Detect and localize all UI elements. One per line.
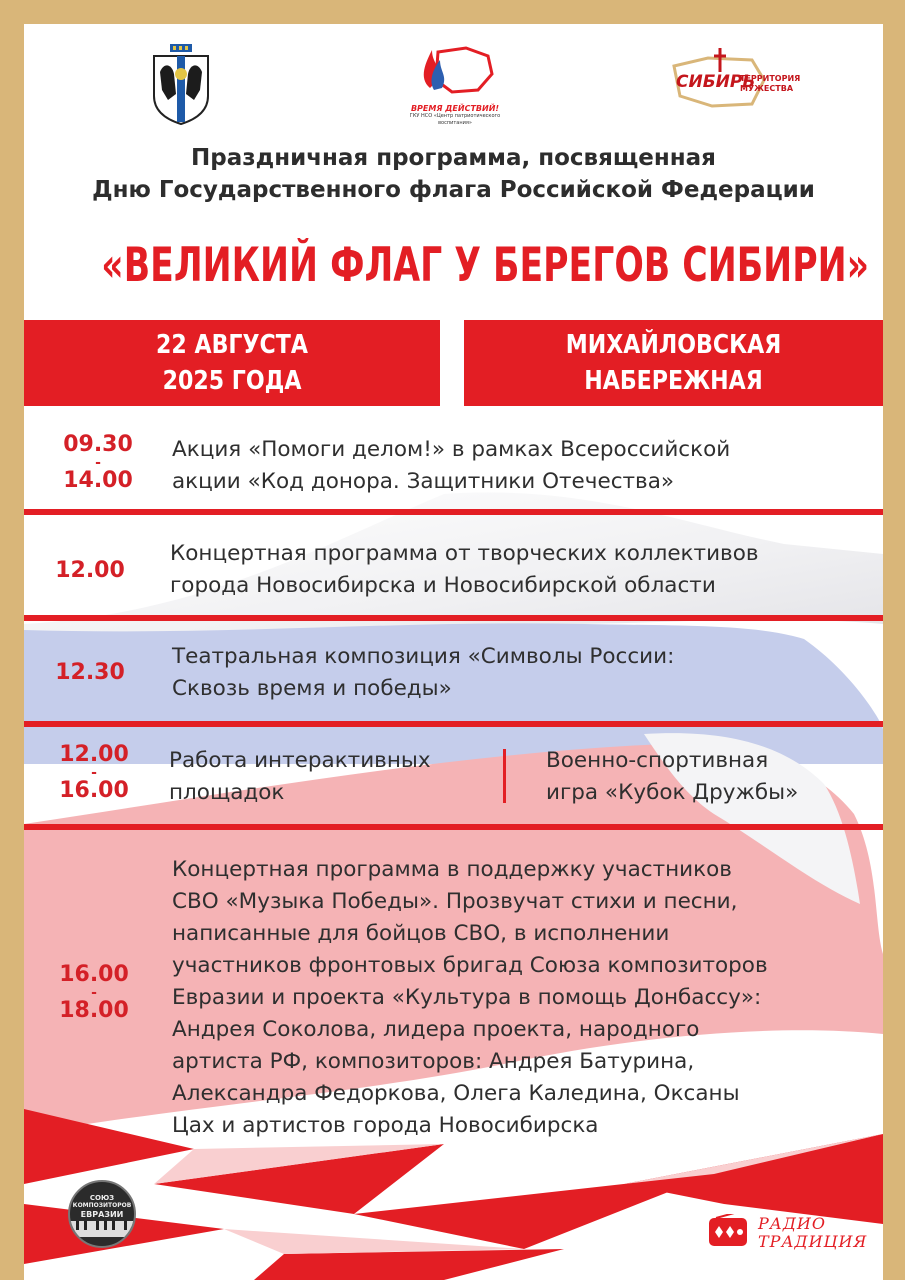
desc-line: Евразии и проекта «Культура в помощь Донбассу»: [172,985,762,1010]
time-separator: - [91,985,97,1001]
desc-line: Акция «Помоги делом!» в рамках Всероссийской [172,437,731,462]
time-end: 18.00 [59,998,129,1023]
desc-line: Военно-спортивная [546,748,769,773]
subtitle-line-2: Дню Государственного флага Российской Федерации [92,177,815,203]
desc-line: города Новосибирска и Новосибирской области [170,573,716,598]
time-end: 16.00 [59,778,129,803]
time-single: 12.00 [55,558,125,583]
schedule-item-4-right-desc [546,745,798,809]
divider [24,824,883,830]
logo-center-caption: ГКУ НСО «Центр патриотического воспитания» [409,113,501,126]
desc-line: написанные для бойцов СВО, в исполнении [172,921,670,946]
time-separator: - [95,455,101,471]
radio-icon [708,1214,748,1248]
desc-line: артиста РФ, композиторов: Андрея Батурина, [172,1049,695,1074]
flame-map-icon [408,40,502,100]
page-title: «ВЕЛИКИЙ ФЛАГ У БЕРЕГОВ СИБИРИ» [101,238,870,293]
logo-right-tagline-2: МУЖЕСТВА [740,84,794,93]
desc-line: Александра Федоркова, Олега Каледина, Оксаны [172,1081,740,1106]
poster-content [24,24,883,1280]
desc-line: СВО «Музыка Победы». Прозвучат стихи и песни, [172,889,738,914]
column-separator [503,749,506,803]
desc-line: Сквозь время и победы» [172,676,452,701]
schedule-item-1-desc [172,434,730,498]
time-start: 16.00 [59,962,129,987]
time-end: 14.00 [63,468,133,493]
composers-logo-line-1: СОЮЗ [89,1194,115,1202]
desc-line: площадок [169,780,285,805]
desc-line: Концертная программа в поддержку участников [172,857,732,882]
coat-of-arms-icon [150,44,212,126]
schedule-item-3-time [30,658,150,688]
date-banner [24,320,440,406]
time-start: 12.00 [59,742,129,767]
desc-line: Цах и артистов города Новосибирска [172,1113,599,1138]
logo-center-title: ВРЕМЯ ДЕЙСТВИЙ! [410,104,500,113]
desc-line: игра «Кубок Дружбы» [546,780,799,805]
desc-line: Театральная композиция «Символы России: [172,644,675,669]
divider [24,615,883,621]
schedule-item-4-time [34,740,154,806]
piano-keys-icon [70,1219,134,1237]
date-line-2: 2025 ГОДА [162,366,302,396]
desc-line: Работа интерактивных [169,748,431,773]
schedule-item-2-desc [170,538,759,602]
schedule-item-4-left-desc [169,745,431,809]
composers-logo-line-2: КОМПОЗИТОРОВ [72,1202,132,1209]
place-line-2: НАБЕРЕЖНАЯ [584,366,763,396]
subtitle [24,142,883,206]
logo-right-brand: СИБИРЬ [676,72,756,92]
time-start: 09.30 [63,432,133,457]
vremya-deistviy-logo [408,40,502,130]
schedule-item-3-desc [172,641,674,705]
logo-right-tagline-1: ТЕРРИТОРИЯ [740,74,801,83]
desc-line: участников фронтовых бригад Союза композиторов [172,953,768,978]
desc-line: Андрея Соколова, лидера проекта, народного [172,1017,700,1042]
radio-line-2: ТРАДИЦИЯ [758,1232,868,1251]
place-banner [464,320,883,406]
desc-line: акции «Код донора. Защитники Отечества» [172,469,675,494]
radio-line-1: РАДИО [758,1214,826,1233]
radio-tradition-logo [708,1210,868,1256]
schedule-item-5-desc [172,854,768,1142]
subtitle-line-1: Праздничная программа, посвященная [191,145,716,171]
schedule-item-1-time [38,430,158,496]
time-single: 12.30 [55,660,125,685]
schedule-item-5-time [34,960,154,1026]
divider [24,509,883,515]
place-line-1: МИХАЙЛОВСКАЯ [565,330,782,360]
sibir-territory-logo [668,46,801,116]
desc-line: Концертная программа от творческих коллективов [170,541,759,566]
schedule-item-2-time [30,556,150,586]
composers-union-logo [68,1180,136,1248]
date-line-1: 22 АВГУСТА [156,330,308,360]
composers-logo-line-3: ЕВРАЗИИ [80,1210,124,1219]
time-separator: - [91,765,97,781]
divider [24,721,883,727]
